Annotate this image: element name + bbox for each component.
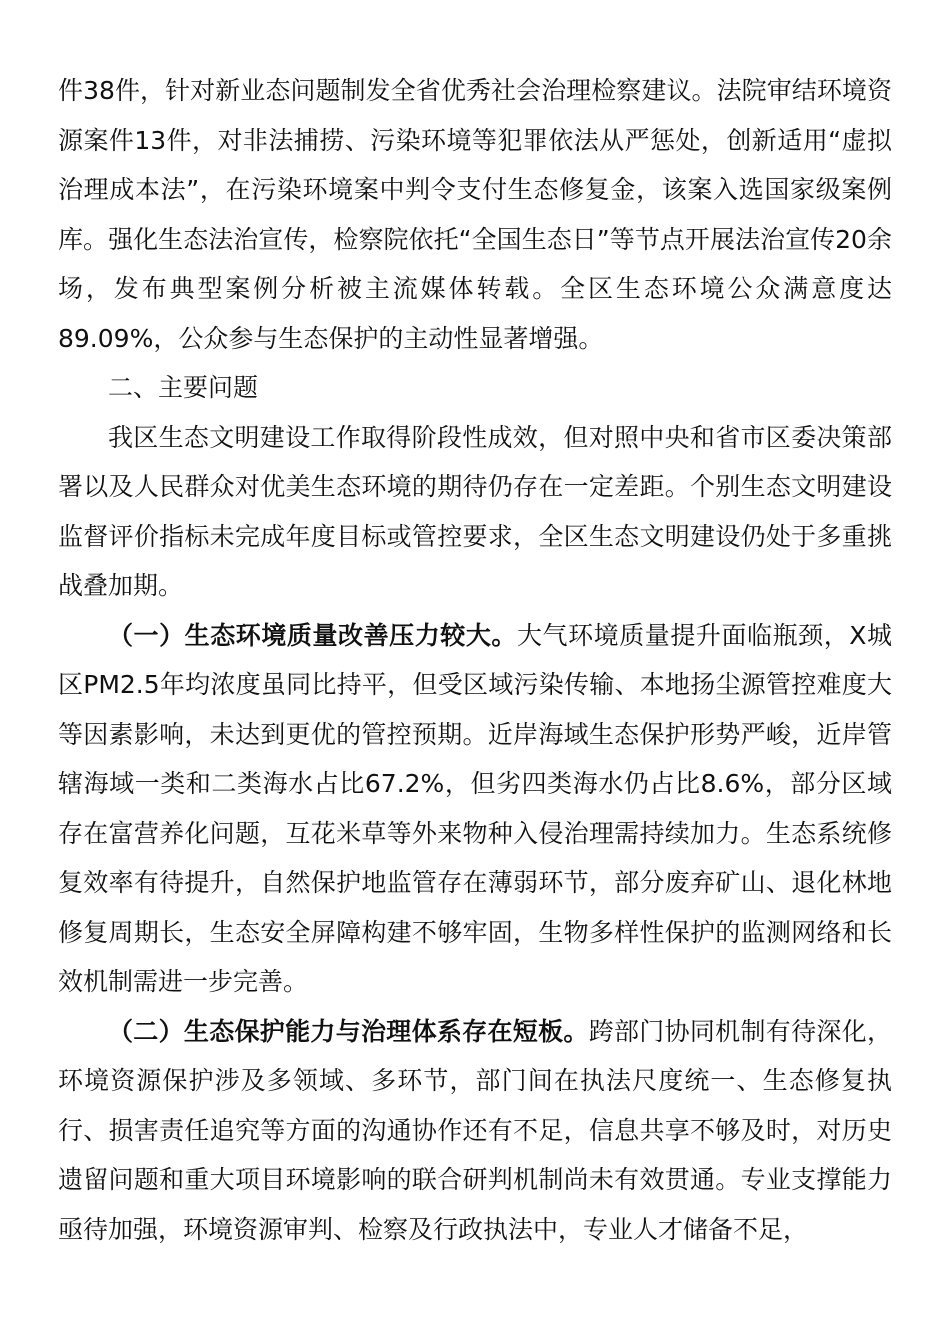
item-2-heading: （二）生态保护能力与治理体系存在短板。 [108,1016,589,1046]
item-1-paragraph [58,611,892,1007]
item-2-body: 跨部门协同机制有待深化，环境资源保护涉及多领域、多环节，部门间在执法尺度统一、生态修复执行、损害责任追究等方面的沟通协作还有不足，信息共享不够及时，对历史遗留问题和重大项目环境影响的联合研判机制尚未有效贯通。专业支撑能力亟待加强，环境资源审判、检察及行政执法中，专业人才储备不足， [58,1016,892,1244]
intro-paragraph: 我区生态文明建设工作取得阶段性成效，但对照中央和省市区委决策部署以及人民群众对优美生态环境的期待仍存在一定差距。个别生态文明建设监督评价指标未完成年度目标或管控要求，全区生态文明建设仍处于多重挑战叠加期。 [58,422,892,600]
continued-paragraph: 件38件，针对新业态问题制发全省优秀社会治理检察建议。法院审结环境资源案件13件，对非法捕捞、污染环境等犯罪依法从严惩处，创新适用“虚拟治理成本法”，在污染环境案中判令支付生态修复金，该案入选国家级案例库。强化生态法治宣传，检察院依托“全国生态日”等节点开展法治宣传20余场，发布典型案例分析被主流媒体转载。全区生态环境公众满意度达89.09%，公众参与生态保护的主动性显著增强。 [58,76,892,353]
section-heading: 二、主要问题 [108,373,259,402]
item-1-body: 大气环境质量提升面临瓶颈，X城区PM2.5年均浓度虽同比持平，但受区域污染传输、本地扬尘源管控难度大等因素影响，未达到更优的管控预期。近岸海域生态保护形势严峻，近岸管辖海域一类和二类海水占比67.2%，但劣四类海水仍占比8.6%，部分区域存在富营养化问题，互花米草等外来物种入侵治理需持续加力。生态系统修复效率有待提升，自然保护地监管存在薄弱环节，部分废弃矿山、退化林地修复周期长，生态安全屏障构建不够牢固，生物多样性保护的监测网络和长效机制需进一步完善。 [58,620,892,996]
document-page [58,66,892,1254]
item-2-paragraph [58,1007,892,1255]
item-1-heading: （一）生态环境质量改善压力较大。 [108,620,517,650]
